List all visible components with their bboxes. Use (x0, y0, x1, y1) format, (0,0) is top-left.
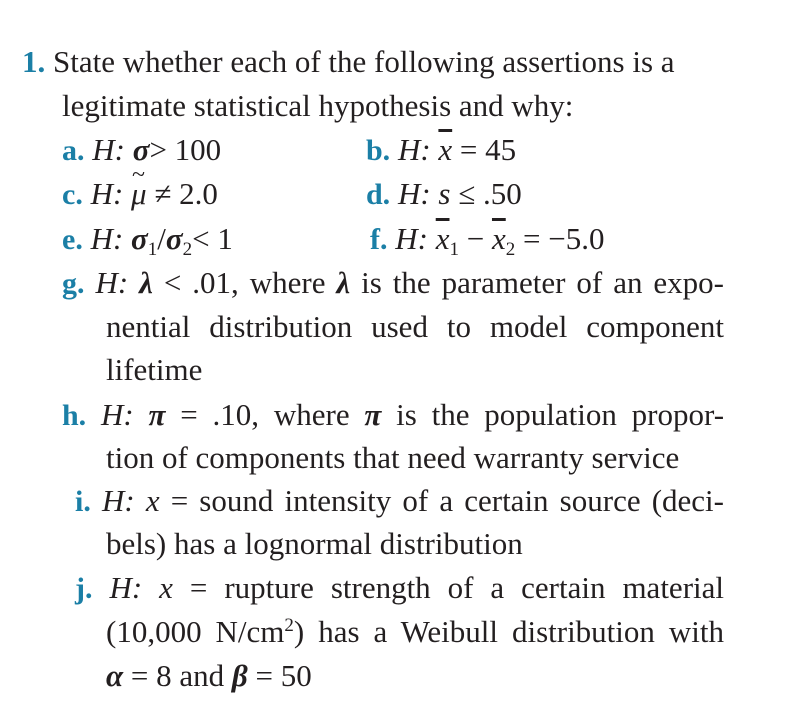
item-f-minus: − (458, 221, 492, 256)
item-j-label: j. (75, 572, 93, 605)
item-f-symbol2: $\overline{x}$ (491, 221, 506, 256)
item-j-text2b: ) has a Weibull distribution with (293, 614, 724, 649)
item-h-text3: tion of components that need warranty service (106, 440, 680, 475)
item-g-text1: < .01, where (152, 265, 337, 300)
item-h-line1 (62, 395, 724, 436)
item-i-text2: bels) has a lognormal distribution (106, 526, 523, 561)
item-b-rest: = 45 (459, 132, 517, 167)
item-e-label: e. (62, 223, 83, 256)
item-i-label: i. (75, 485, 91, 518)
item-g-line2 (106, 307, 724, 347)
item-i-h: H: (101, 483, 135, 518)
item-e-h: H: (90, 221, 124, 256)
item-f (370, 219, 604, 260)
item-j-text1: = rupture strength of a certain material (172, 570, 725, 605)
item-f-symbol1: $\overline{x}$ (435, 221, 450, 256)
item-h-symbol-b: π (364, 397, 382, 432)
item-a-label: a. (62, 134, 85, 167)
item-g-text4: lifetime (106, 352, 203, 387)
item-j-line2 (106, 612, 724, 652)
item-e-sub2: 2 (182, 239, 193, 260)
item-c-symbol: ~ μ (131, 174, 147, 214)
problem-intro-line2 (62, 86, 573, 126)
item-i-text1: = sound intensity of a certain source (deci- (159, 483, 724, 518)
item-a-rest: > 100 (149, 132, 222, 167)
item-j-symbol: x (159, 570, 173, 605)
item-a-h: H: (92, 132, 125, 167)
item-e-slash: / (157, 221, 166, 256)
item-c (62, 174, 218, 215)
item-i-symbol: x (145, 483, 160, 518)
item-e-symbol2: σ (165, 221, 183, 256)
item-d (366, 174, 522, 215)
intro-text-1: State whether each of the following assertions is a (53, 44, 675, 79)
item-f-h: H: (395, 221, 428, 256)
problem-number: 1. (22, 44, 46, 79)
problem-intro-line1 (22, 42, 675, 82)
item-f-sub2: 2 (505, 239, 516, 260)
item-h-label: h. (62, 399, 87, 432)
item-c-h: H: (90, 176, 124, 211)
item-g-text2: is the parameter of an expo- (350, 265, 724, 300)
item-i-line1 (75, 481, 724, 522)
item-j-beta: β (231, 658, 248, 693)
item-f-rest: = −5.0 (515, 221, 605, 256)
item-e-rest: < 1 (192, 221, 233, 256)
item-d-label: d. (366, 178, 391, 211)
item-j-text4: = 50 (247, 658, 312, 693)
item-h-symbol: π (148, 397, 166, 432)
item-j-line3 (106, 656, 312, 696)
item-e (62, 219, 233, 260)
item-g-line3 (106, 350, 202, 390)
item-h-line2 (106, 438, 679, 478)
item-h-text1: = .10, where (165, 397, 365, 432)
item-i-line2 (106, 524, 523, 564)
item-f-sub1: 1 (449, 239, 459, 260)
item-d-h: H: (397, 176, 431, 211)
item-g-h: H: (95, 265, 129, 300)
item-h-h: H: (101, 397, 134, 432)
item-h-text2: is the population propor- (381, 397, 725, 432)
item-g-symbol-b: λ (336, 265, 351, 300)
item-b-label: b. (366, 134, 391, 167)
item-j-h: H: (109, 570, 143, 605)
item-e-sub1: 1 (147, 239, 158, 260)
item-g-line1 (62, 263, 724, 304)
item-g-symbol: λ (139, 265, 153, 300)
item-j-alpha: α (106, 658, 124, 693)
item-b-symbol: $\overline{x}$ (438, 132, 453, 167)
item-c-label: c. (62, 178, 83, 211)
intro-text-2: legitimate statistical hypothesis and why: (62, 88, 574, 123)
item-j-line1 (75, 568, 724, 609)
item-e-symbol1: σ (131, 221, 148, 256)
item-c-rest: ≠ 2.0 (154, 176, 218, 211)
item-g-text3: nential distribution used to model component (106, 309, 724, 344)
item-j-superscript: 2 (284, 615, 294, 636)
item-b (366, 130, 516, 171)
item-b-h: H: (397, 132, 431, 167)
item-a-symbol: σ (132, 132, 150, 167)
item-j-text2a: (10,000 N/cm (106, 614, 285, 649)
item-j-text3: = 8 and (123, 658, 232, 693)
item-f-label: f. (370, 223, 388, 256)
item-g-label: g. (62, 267, 85, 300)
item-d-rest: ≤ .50 (458, 176, 522, 211)
item-d-symbol: s (438, 176, 451, 211)
